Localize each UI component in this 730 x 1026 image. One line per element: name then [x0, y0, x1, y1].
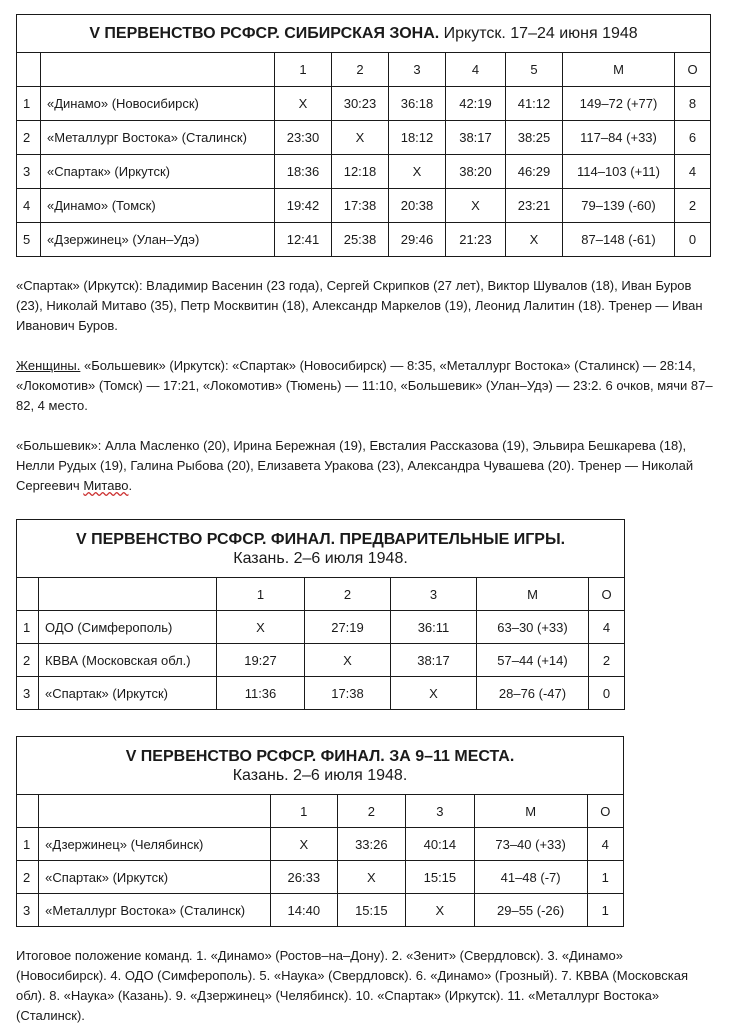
cell-place: 3: [17, 894, 39, 927]
women-roster-paragraph: [16, 436, 716, 496]
women-results-paragraph: [16, 356, 716, 416]
cell-goals: 63–30 (+33): [477, 611, 589, 644]
cell-goals: 79–139 (-60): [563, 189, 675, 223]
cell-score: Х: [271, 828, 338, 861]
table-title-line2: Казань. 2–6 июля 1948.: [233, 549, 408, 567]
cell-score: 18:36: [275, 155, 332, 189]
cell-score: 18:12: [389, 121, 446, 155]
cell-score: 36:18: [389, 87, 446, 121]
cell-place: 5: [17, 223, 41, 257]
cell-score: 12:18: [332, 155, 389, 189]
table-header-row: [17, 53, 711, 87]
cell-score: 25:38: [332, 223, 389, 257]
cell-points: 4: [589, 611, 625, 644]
header-cell: 1: [217, 578, 305, 611]
header-cell: [39, 578, 217, 611]
cell-score: 27:19: [305, 611, 391, 644]
table-row: [17, 677, 625, 710]
cell-score: Х: [506, 223, 563, 257]
table-header-row: [17, 578, 625, 611]
men-roster-paragraph: «Спартак» (Иркутск): Владимир Васенин (23 года), Сергей Скрипков (27 лет), Виктор Шувалов (18), Иван Буров (23), Николай Митаво (35), Петр Москвитин (18), Александр Маркелов (19), Леонид Лалитин (18). Тренер — Иван Иванович Буров.: [16, 278, 703, 333]
cell-points: 2: [675, 189, 711, 223]
cell-score: 46:29: [506, 155, 563, 189]
header-cell: 2: [332, 53, 389, 87]
header-cell: 1: [271, 795, 338, 828]
cell-score: Х: [305, 644, 391, 677]
women-heading-link[interactable]: Женщины.: [16, 358, 81, 373]
table-row: [17, 644, 625, 677]
table-row: [17, 189, 711, 223]
cell-place: 1: [17, 87, 41, 121]
cell-place: 4: [17, 189, 41, 223]
cell-score: 29:46: [389, 223, 446, 257]
cell-score: 14:40: [271, 894, 338, 927]
cell-goals: 73–40 (+33): [474, 828, 587, 861]
table-title: [17, 737, 624, 795]
cell-score: Х: [217, 611, 305, 644]
cell-goals: 87–148 (-61): [563, 223, 675, 257]
header-cell: 2: [337, 795, 406, 828]
cell-points: 8: [675, 87, 711, 121]
women-roster-text: «Большевик»: Алла Масленко (20), Ирина Бережная (19), Евсталия Рассказова (19), Эльвира Бешкарева (18), Нелли Рудых (19), Галина Рыбова (20), Елизавета Уракова (23), Александра Чувашева (20). Тренер — Николай Сергеевич: [16, 438, 694, 493]
cell-score: 41:12: [506, 87, 563, 121]
cell-score: 23:21: [506, 189, 563, 223]
header-cell: О: [675, 53, 711, 87]
cell-place: 3: [17, 677, 39, 710]
cell-score: 38:17: [446, 121, 506, 155]
cell-goals: 114–103 (+11): [563, 155, 675, 189]
cell-place: 2: [17, 644, 39, 677]
cell-score: 30:23: [332, 87, 389, 121]
cell-team: «Динамо» (Новосибирск): [41, 87, 275, 121]
cell-score: 17:38: [332, 189, 389, 223]
header-cell: 3: [389, 53, 446, 87]
header-cell: 3: [406, 795, 475, 828]
cell-team: ОДО (Симферополь): [39, 611, 217, 644]
cell-score: 38:17: [391, 644, 477, 677]
header-cell: 2: [305, 578, 391, 611]
cell-score: 40:14: [406, 828, 475, 861]
cell-team: «Спартак» (Иркутск): [39, 677, 217, 710]
cell-score: 19:42: [275, 189, 332, 223]
cell-goals: 28–76 (-47): [477, 677, 589, 710]
cell-team: «Спартак» (Иркутск): [39, 861, 271, 894]
cell-score: 17:38: [305, 677, 391, 710]
cell-score: 15:15: [337, 894, 406, 927]
table-row: [17, 87, 711, 121]
cell-points: 0: [589, 677, 625, 710]
cell-score: Х: [337, 861, 406, 894]
cell-score: Х: [391, 677, 477, 710]
cell-score: 15:15: [406, 861, 475, 894]
cell-score: 20:38: [389, 189, 446, 223]
cell-goals: 117–84 (+33): [563, 121, 675, 155]
final-standings-paragraph: Итоговое положение команд. 1. «Динамо» (Ростов–на–Дону). 2. «Зенит» (Свердловск). 3. «Динамо» (Новосибирск). 4. ОДО (Симферополь). 5. «Наука» (Свердловск). 6. «Динамо» (Грозный). 7. КВВА (Московская обл). 8. «Наука» (Казань). 9. «Дзержинец» (Челябинск). 10. «Спартак» (Иркутск). 11. «Металлург Востока» (Сталинск).: [16, 948, 689, 1023]
coach-surname: Митаво: [83, 478, 129, 493]
cell-team: «Металлург Востока» (Сталинск): [41, 121, 275, 155]
table-row: [17, 828, 624, 861]
cell-goals: 29–55 (-26): [474, 894, 587, 927]
header-cell: 5: [506, 53, 563, 87]
cell-score: 38:25: [506, 121, 563, 155]
header-cell: [41, 53, 275, 87]
cell-place: 1: [17, 828, 39, 861]
cell-score: 12:41: [275, 223, 332, 257]
cell-goals: 149–72 (+77): [563, 87, 675, 121]
cell-score: 33:26: [337, 828, 406, 861]
cell-score: 21:23: [446, 223, 506, 257]
cell-score: 26:33: [271, 861, 338, 894]
header-cell: 3: [391, 578, 477, 611]
cell-goals: 41–48 (-7): [474, 861, 587, 894]
cell-points: 4: [587, 828, 623, 861]
table-row: [17, 121, 711, 155]
cell-score: 23:30: [275, 121, 332, 155]
table-row: [17, 611, 625, 644]
table-title: [17, 15, 711, 53]
cell-goals: 57–44 (+14): [477, 644, 589, 677]
cell-team: «Динамо» (Томск): [41, 189, 275, 223]
header-cell: М: [477, 578, 589, 611]
results-table-final-9-11: [16, 736, 624, 927]
cell-score: Х: [406, 894, 475, 927]
cell-points: 0: [675, 223, 711, 257]
cell-points: 4: [675, 155, 711, 189]
table-title-line2: Казань. 2–6 июля 1948.: [232, 766, 408, 784]
header-cell: О: [589, 578, 625, 611]
cell-points: 1: [587, 894, 623, 927]
cell-score: 36:11: [391, 611, 477, 644]
header-cell: 1: [275, 53, 332, 87]
cell-team: «Металлург Востока» (Сталинск): [39, 894, 271, 927]
results-table-final-preliminary: [16, 519, 625, 710]
table-row: [17, 861, 624, 894]
table-title-dates: Иркутск. 17–24 июня 1948: [439, 25, 638, 42]
header-cell: М: [563, 53, 675, 87]
header-cell: 4: [446, 53, 506, 87]
table-title-bold: V ПЕРВЕНСТВО РСФСР. СИБИРСКАЯ ЗОНА.: [89, 25, 440, 42]
cell-score: 42:19: [446, 87, 506, 121]
women-roster-end: .: [128, 478, 133, 493]
header-cell: М: [474, 795, 587, 828]
cell-points: 2: [589, 644, 625, 677]
cell-points: 1: [587, 861, 623, 894]
cell-team: «Дзержинец» (Улан–Удэ): [41, 223, 275, 257]
table-title: [17, 520, 625, 578]
cell-team: «Спартак» (Иркутск): [41, 155, 275, 189]
cell-score: 38:20: [446, 155, 506, 189]
cell-score: Х: [389, 155, 446, 189]
header-cell: О: [587, 795, 623, 828]
header-cell: [39, 795, 271, 828]
cell-score: Х: [275, 87, 332, 121]
table-header-row: [17, 795, 624, 828]
cell-score: 19:27: [217, 644, 305, 677]
cell-place: 3: [17, 155, 41, 189]
cell-score: Х: [446, 189, 506, 223]
cell-team: КВВА (Московская обл.): [39, 644, 217, 677]
header-cell: [17, 53, 41, 87]
women-results-text: «Большевик» (Иркутск): «Спартак» (Новосибирск) — 8:35, «Металлург Востока» (Сталинск) — 28:14, «Локомотив» (Томск) — 17:21, «Локомотив» (Тюмень) — 11:10, «Большевик» (Улан–Удэ) — 23:2. 6 очков, мячи 87–82, 4 место.: [16, 358, 713, 413]
cell-score: 11:36: [217, 677, 305, 710]
header-cell: [17, 795, 39, 828]
cell-place: 2: [17, 121, 41, 155]
cell-place: 1: [17, 611, 39, 644]
table-title-line1: V ПЕРВЕНСТВО РСФСР. ФИНАЛ. ПРЕДВАРИТЕЛЬНЫЕ ИГРЫ.: [75, 530, 566, 548]
cell-team: «Дзержинец» (Челябинск): [39, 828, 271, 861]
header-cell: [17, 578, 39, 611]
cell-score: Х: [332, 121, 389, 155]
table-row: [17, 155, 711, 189]
cell-points: 6: [675, 121, 711, 155]
table-title-line1: V ПЕРВЕНСТВО РСФСР. ФИНАЛ. ЗА 9–11 МЕСТА.: [125, 747, 515, 765]
table-row: [17, 223, 711, 257]
results-table-siberian-zone: [16, 14, 711, 257]
table-row: [17, 894, 624, 927]
cell-place: 2: [17, 861, 39, 894]
